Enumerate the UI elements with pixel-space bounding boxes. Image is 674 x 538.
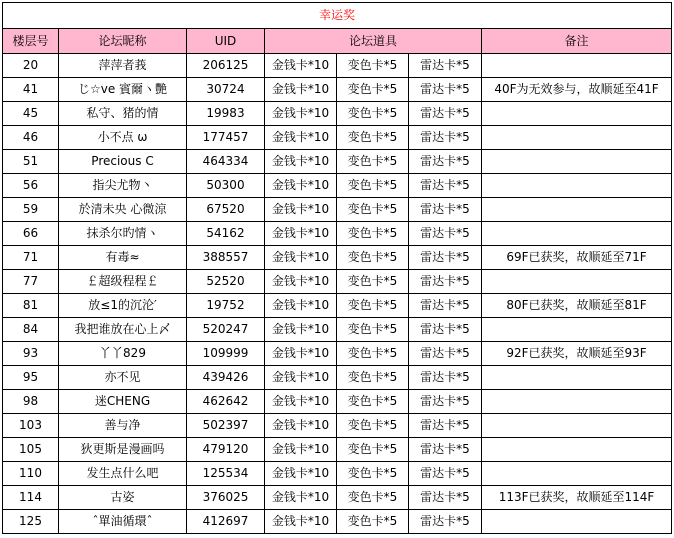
table-row: [3, 414, 672, 438]
cell-prop-money: 金钱卡*10: [265, 438, 337, 462]
cell-note: [482, 510, 672, 534]
cell-note: 80F已获奖，故顺延至81F: [482, 294, 672, 318]
cell-nickname: 迷CHENG: [59, 390, 187, 414]
lucky-award-table: [2, 2, 672, 534]
table-row: [3, 462, 672, 486]
cell-prop-money: 金钱卡*10: [265, 366, 337, 390]
cell-uid: 376025: [187, 486, 265, 510]
cell-nickname: 有毒≈: [59, 246, 187, 270]
cell-prop-color: 变色卡*5: [337, 342, 409, 366]
cell-uid: 462642: [187, 390, 265, 414]
cell-note: 92F已获奖，故顺延至93F: [482, 342, 672, 366]
cell-nickname: 丫丫829: [59, 342, 187, 366]
cell-nickname: ˆ單油循環ˆ: [59, 510, 187, 534]
cell-prop-color: 变色卡*5: [337, 78, 409, 102]
cell-prop-radar: 雷达卡*5: [409, 438, 482, 462]
cell-floor: 110: [3, 462, 59, 486]
cell-prop-color: 变色卡*5: [337, 294, 409, 318]
table-row: [3, 174, 672, 198]
cell-floor: 114: [3, 486, 59, 510]
cell-prop-radar: 雷达卡*5: [409, 390, 482, 414]
table-body: [3, 54, 672, 534]
cell-note: 40F为无效参与，故顺延至41F: [482, 78, 672, 102]
cell-uid: 54162: [187, 222, 265, 246]
cell-uid: 206125: [187, 54, 265, 78]
cell-prop-color: 变色卡*5: [337, 414, 409, 438]
cell-prop-radar: 雷达卡*5: [409, 198, 482, 222]
cell-uid: 125534: [187, 462, 265, 486]
cell-uid: 50300: [187, 174, 265, 198]
cell-note: [482, 318, 672, 342]
cell-uid: 19752: [187, 294, 265, 318]
table-row: [3, 102, 672, 126]
table-row: [3, 294, 672, 318]
cell-nickname: 我把谁放在心上〆: [59, 318, 187, 342]
cell-prop-money: 金钱卡*10: [265, 198, 337, 222]
cell-prop-radar: 雷达卡*5: [409, 150, 482, 174]
cell-prop-color: 变色卡*5: [337, 126, 409, 150]
cell-prop-color: 变色卡*5: [337, 366, 409, 390]
cell-nickname: 小不点 ω: [59, 126, 187, 150]
table-row: [3, 342, 672, 366]
cell-uid: 479120: [187, 438, 265, 462]
cell-nickname: 抹杀尔旳情ヽ: [59, 222, 187, 246]
cell-uid: 19983: [187, 102, 265, 126]
cell-note: 69F已获奖，故顺延至71F: [482, 246, 672, 270]
cell-prop-money: 金钱卡*10: [265, 126, 337, 150]
cell-prop-money: 金钱卡*10: [265, 342, 337, 366]
cell-prop-radar: 雷达卡*5: [409, 222, 482, 246]
table-row: [3, 246, 672, 270]
table-row: [3, 126, 672, 150]
cell-prop-money: 金钱卡*10: [265, 246, 337, 270]
cell-prop-radar: 雷达卡*5: [409, 78, 482, 102]
cell-prop-radar: 雷达卡*5: [409, 318, 482, 342]
cell-prop-color: 变色卡*5: [337, 54, 409, 78]
table-row: [3, 366, 672, 390]
cell-nickname: 发生点什么吧: [59, 462, 187, 486]
table-title: 幸运奖: [3, 3, 672, 29]
cell-prop-color: 变色卡*5: [337, 390, 409, 414]
cell-floor: 98: [3, 390, 59, 414]
cell-uid: 520247: [187, 318, 265, 342]
cell-prop-radar: 雷达卡*5: [409, 126, 482, 150]
table-row: [3, 54, 672, 78]
cell-prop-radar: 雷达卡*5: [409, 246, 482, 270]
cell-prop-radar: 雷达卡*5: [409, 414, 482, 438]
header-uid: UID: [187, 29, 265, 54]
cell-note: 113F已获奖，故顺延至114F: [482, 486, 672, 510]
table-row: [3, 270, 672, 294]
cell-nickname: 於清未央 心微涼: [59, 198, 187, 222]
cell-floor: 81: [3, 294, 59, 318]
cell-prop-color: 变色卡*5: [337, 198, 409, 222]
table-row: [3, 150, 672, 174]
table-row: [3, 510, 672, 534]
cell-floor: 125: [3, 510, 59, 534]
cell-prop-money: 金钱卡*10: [265, 486, 337, 510]
cell-floor: 59: [3, 198, 59, 222]
cell-note: [482, 366, 672, 390]
cell-prop-money: 金钱卡*10: [265, 270, 337, 294]
cell-prop-money: 金钱卡*10: [265, 150, 337, 174]
cell-prop-color: 变色卡*5: [337, 486, 409, 510]
cell-note: [482, 102, 672, 126]
cell-floor: 93: [3, 342, 59, 366]
cell-floor: 71: [3, 246, 59, 270]
table-row: [3, 318, 672, 342]
cell-prop-radar: 雷达卡*5: [409, 174, 482, 198]
cell-floor: 105: [3, 438, 59, 462]
cell-note: [482, 198, 672, 222]
cell-prop-color: 变色卡*5: [337, 270, 409, 294]
cell-prop-radar: 雷达卡*5: [409, 510, 482, 534]
table-row: [3, 198, 672, 222]
cell-note: [482, 390, 672, 414]
cell-prop-money: 金钱卡*10: [265, 102, 337, 126]
cell-floor: 20: [3, 54, 59, 78]
cell-uid: 52520: [187, 270, 265, 294]
table-row: [3, 486, 672, 510]
cell-prop-color: 变色卡*5: [337, 246, 409, 270]
cell-uid: 30724: [187, 78, 265, 102]
cell-nickname: 放≤1的沉沦′: [59, 294, 187, 318]
cell-prop-money: 金钱卡*10: [265, 78, 337, 102]
cell-floor: 77: [3, 270, 59, 294]
cell-note: [482, 174, 672, 198]
cell-prop-radar: 雷达卡*5: [409, 270, 482, 294]
cell-prop-radar: 雷达卡*5: [409, 486, 482, 510]
cell-floor: 95: [3, 366, 59, 390]
cell-prop-color: 变色卡*5: [337, 174, 409, 198]
header-row: [3, 29, 672, 54]
cell-prop-radar: 雷达卡*5: [409, 462, 482, 486]
table-row: [3, 222, 672, 246]
header-floor: 楼层号: [3, 29, 59, 54]
cell-uid: 388557: [187, 246, 265, 270]
cell-note: [482, 438, 672, 462]
cell-uid: 109999: [187, 342, 265, 366]
cell-floor: 84: [3, 318, 59, 342]
table-row: [3, 390, 672, 414]
cell-prop-money: 金钱卡*10: [265, 174, 337, 198]
cell-prop-color: 变色卡*5: [337, 438, 409, 462]
cell-floor: 103: [3, 414, 59, 438]
cell-floor: 66: [3, 222, 59, 246]
cell-prop-radar: 雷达卡*5: [409, 294, 482, 318]
cell-uid: 464334: [187, 150, 265, 174]
cell-uid: 502397: [187, 414, 265, 438]
cell-nickname: 善与净: [59, 414, 187, 438]
cell-prop-radar: 雷达卡*5: [409, 342, 482, 366]
cell-note: [482, 270, 672, 294]
header-nickname: 论坛昵称: [59, 29, 187, 54]
cell-uid: 412697: [187, 510, 265, 534]
cell-prop-radar: 雷达卡*5: [409, 366, 482, 390]
cell-floor: 51: [3, 150, 59, 174]
cell-prop-color: 变色卡*5: [337, 222, 409, 246]
table-row: [3, 78, 672, 102]
cell-prop-color: 变色卡*5: [337, 462, 409, 486]
cell-note: [482, 126, 672, 150]
cell-nickname: Precious C: [59, 150, 187, 174]
cell-prop-money: 金钱卡*10: [265, 318, 337, 342]
cell-prop-radar: 雷达卡*5: [409, 102, 482, 126]
cell-uid: 439426: [187, 366, 265, 390]
cell-prop-radar: 雷达卡*5: [409, 54, 482, 78]
cell-floor: 46: [3, 126, 59, 150]
cell-note: [482, 54, 672, 78]
cell-prop-color: 变色卡*5: [337, 102, 409, 126]
cell-note: [482, 462, 672, 486]
cell-note: [482, 222, 672, 246]
cell-floor: 45: [3, 102, 59, 126]
lucky-award-table-wrapper: [2, 2, 671, 534]
cell-nickname: 私守、猪的情: [59, 102, 187, 126]
header-props: 论坛道具: [265, 29, 482, 54]
cell-prop-money: 金钱卡*10: [265, 390, 337, 414]
cell-note: [482, 414, 672, 438]
cell-nickname: ￡超级程程￡: [59, 270, 187, 294]
cell-prop-money: 金钱卡*10: [265, 54, 337, 78]
cell-nickname: 萍萍者莪: [59, 54, 187, 78]
cell-uid: 67520: [187, 198, 265, 222]
cell-prop-money: 金钱卡*10: [265, 462, 337, 486]
cell-uid: 177457: [187, 126, 265, 150]
table-row: [3, 438, 672, 462]
cell-prop-money: 金钱卡*10: [265, 222, 337, 246]
cell-prop-color: 变色卡*5: [337, 510, 409, 534]
cell-nickname: 古姿: [59, 486, 187, 510]
cell-prop-money: 金钱卡*10: [265, 510, 337, 534]
title-row: [3, 3, 672, 29]
header-note: 备注: [482, 29, 672, 54]
cell-prop-money: 金钱卡*10: [265, 414, 337, 438]
cell-nickname: 指尖尤物丶: [59, 174, 187, 198]
cell-nickname: 狄更斯是漫画吗: [59, 438, 187, 462]
cell-floor: 41: [3, 78, 59, 102]
cell-floor: 56: [3, 174, 59, 198]
cell-nickname: じ☆ve 賓爾ヽ艷: [59, 78, 187, 102]
cell-prop-money: 金钱卡*10: [265, 294, 337, 318]
cell-prop-color: 变色卡*5: [337, 318, 409, 342]
cell-note: [482, 150, 672, 174]
cell-prop-color: 变色卡*5: [337, 150, 409, 174]
cell-nickname: 亦不见: [59, 366, 187, 390]
